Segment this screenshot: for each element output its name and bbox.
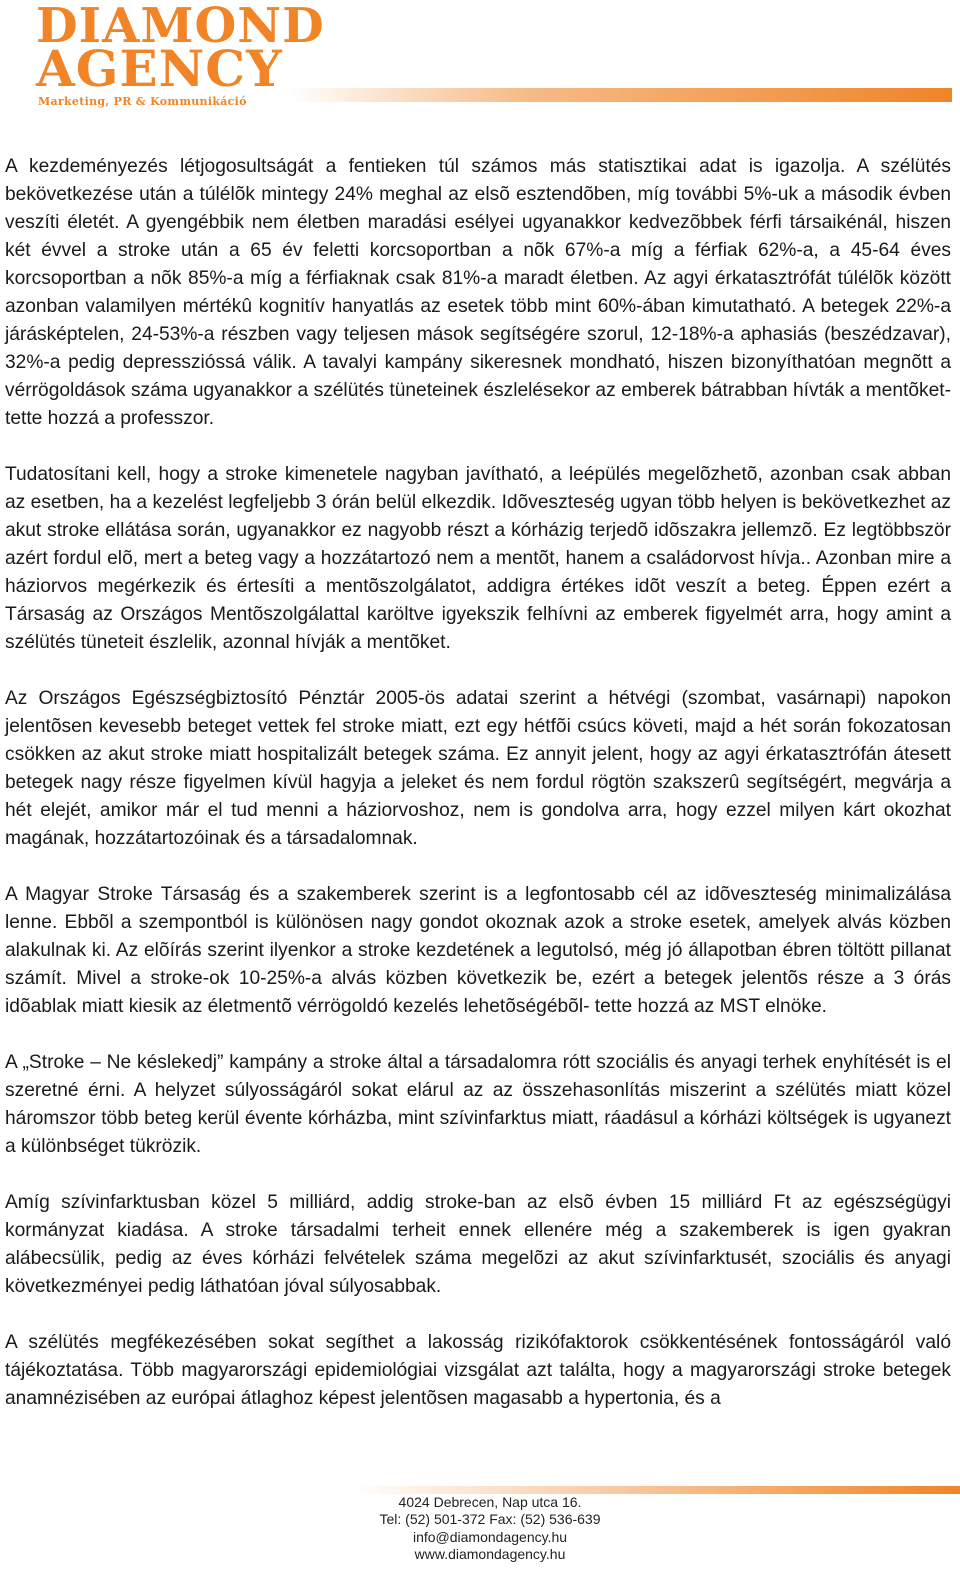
footer-contact [340,1494,640,1564]
paragraph: A „Stroke – Ne késlekedj” kampány a stroke által a társadalomra rótt szociális és anyagi terhek enyhítését is el szeretné érni. A helyzet súlyosságáról sokat elárul az az összehasonlítás miszerint a szélütés miatt közel háromszor több beteg kerül évente kórházba, mint szívinfarktus miatt, ráadásul a kórházi költségek is ugyanezt a különbséget tükrözik. [5,1052,951,1157]
paragraph: A Magyar Stroke Társaság és a szakemberek szerint is a legfontosabb cél az idõveszteség minimalizálása lenne. Ebbõl a szempontból is különösen nagy gondot okoznak azok a stroke esetek, amelyek alvás közben alakulnak ki. Az elõírás szerint ilyenkor a stroke kezdetének a legutolsó, még jó állapotban ébren töltött pillanat számít. Mivel a stroke-ok 10-25%-a alvás közben következik be, ezért a betegek jelentõs része a 3 órás idõablak miatt kiesik az életmentõ vérrögoldó kezelés lehetõségébõl- tette hozzá az MST elnöke. [5,884,951,1017]
logo-line-diamond: DIAMOND [36,0,325,54]
paragraph: A szélütés megfékezésében sokat segíthet a lakosság rizikófaktorok csökkentésének fontosságáról való tájékoztatása. Több magyarországi epidemiológiai vizsgálat azt találta, hogy a magyarországi stroke betegek anamnézisében az európai átlaghoz képest jelentõsen magasabb a hypertonia, és a [5,1332,951,1409]
paragraph: A kezdeményezés létjogosultságát a fentieken túl számos más statisztikai adat is igazolja. A szélütés bekövetkezése után a túlélõk mintegy 24% meghal az elsõ esztendõben, míg további 5%-uk a második évben veszíti életét. A gyengébbik nem életben maradási esélyei ugyanakkor kedvezõbbek férfi társaikénál, hiszen két évvel a stroke után a 65 év feletti korcsoportban a nõk 67%-a míg a férfiak 62%-a, a 45-64 éves korcsoportban a nõk 85%-a míg a férfiaknak csak 81%-a maradt életben. Az agyi érkatasztrófát túlélõk között azonban valamilyen mértékû kognitív hanyatlás az esetek több mint 60%-ában kimutatható. A betegek 22%-a járásképtelen, 24-53%-a részben vagy teljesen mások segítségére szorul, 12-18%-a aphasiás (beszédzavar), 32%-a pedig depresszióssá válik. A tavalyi kampány sikeresnek mondható, hiszen bizonyíthatóan megnõtt a vérrögoldások száma ugyanakkor a szélütés tüneteinek észlelésekor az emberek bátrabban hívták a mentõket- tette hozzá a professzor. [5,156,951,429]
document-body [5,153,951,1441]
diamond-agency-logo [36,0,325,110]
footer-email: info@diamondagency.hu [412,1528,568,1545]
paragraph: Amíg szívinfarktusban közel 5 milliárd, addig stroke-ban az elsõ évben 15 milliárd Ft az egészségügyi kormányzat kiadása. A stroke társadalmi terheit ennek ellenére még a szakemberek is igen gyakran alábecsülik, pedig az éves kórházi felvételek száma megelõzi az akut szívinfarktusét, szociális és anyagi következményei pedig láthatóan jóval súlyosabbak. [5,1192,951,1297]
footer-orange-band [350,1486,960,1494]
footer-phone-fax: Tel: (52) 501-372 Fax: (52) 536-639 [379,1511,601,1528]
logo-subtitle: Marketing, PR & Kommunikáció [38,95,247,108]
paragraph: Az Országos Egészségbiztosító Pénztár 2005-ös adatai szerint a hétvégi (szombat, vasárnapi) napokon jelentõsen kevesebb beteget vettek fel stroke miatt, ezt egy hétfõi csúcs követi, majd a hét során fokozatosan csökken az akut stroke miatt hospitalizált betegek száma. Ez annyit jelent, hogy az agyi érkatasztrófán átesett betegek nagy része figyelmen kívül hagyja a jeleket és nem fordul rögtön szakszerû segítségért, megvárja a hét elejét, amikor már el tud menni a háziorvoshoz, nem is gondolva arra, hogy ezzel milyen kárt okozhat magának, hozzátartozóinak és a társadalomnak. [5,688,951,849]
page-footer [0,1478,960,1577]
header-orange-band [288,88,952,102]
page-header [0,0,960,120]
paragraph: Tudatosítani kell, hogy a stroke kimenetele nagyban javítható, a leépülés megelõzhetõ, azonban csak abban az esetben, ha a kezelést legfeljebb 3 órán belül elkezdik. Idõveszteség ugyan több helyen is bekövetkezhet az akut stroke ellátása során, ugyanakkor ez nagyobb részt a kórházig terjedõ idõszakra jellemzõ. Ez legtöbbször azért fordul elõ, mert a beteg vagy a hozzátartozó nem a mentõt, hanem a családorvost hívja.. Azonban mire a háziorvos megérkezik és értesíti a mentõszolgálatot, addigra értékes idõt veszít a beteg. Éppen ezért a Társaság az Országos Mentõszolgálattal karöltve igyekszik felhívni az emberek figyelmét arra, hogy amint a szélütés tüneteit észlelik, azonnal hívják a mentõket. [5,464,951,653]
footer-website: www.diamondagency.hu [414,1546,566,1563]
logo-line-agency: AGENCY [36,39,283,98]
footer-address: 4024 Debrecen, Nap utca 16. [398,1494,582,1510]
